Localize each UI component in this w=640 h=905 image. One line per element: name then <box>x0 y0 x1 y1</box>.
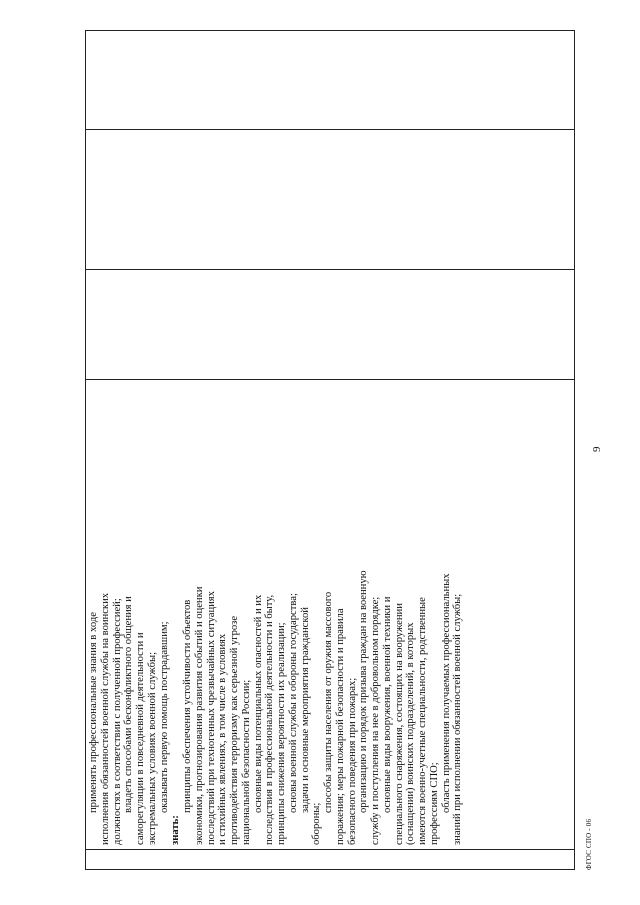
text-line: знаний при исполнении обязанностей военной службы; <box>452 593 464 845</box>
text-line: безопасного поведения при пожарах; <box>346 677 358 845</box>
table-column-codes <box>86 29 574 129</box>
text-line: основные виды вооружения, военной техники и <box>381 596 393 813</box>
text-line: владеть способами бесконфликтного общения и <box>123 596 135 813</box>
text-line: службу и поступления на нее в добровольном порядке; <box>370 596 381 845</box>
text-line: национальной безопасности России; <box>240 679 252 845</box>
text-line: противодействия терроризму как серьезной угрозе <box>229 615 240 845</box>
page-number: 9 <box>591 446 603 452</box>
text-line: принципы обеспечения устойчивости объектов <box>182 599 193 813</box>
text-line: основные виды потенциальных опасностей и их <box>252 594 264 813</box>
text-line: организацию и порядок призыва граждан на военную <box>358 570 370 813</box>
text-line: поражения; меры пожарной безопасности и правила <box>334 608 346 845</box>
table-column-number <box>86 849 574 869</box>
text-line: специального снаряжения, состоящих на вооружении <box>393 603 405 845</box>
text-line: задачи и основные мероприятия гражданской <box>299 607 311 813</box>
text-line: и стихийных явлениях, в том числе в условиях <box>217 633 229 845</box>
standards-table <box>85 30 575 870</box>
text-line: способы защиты населения от оружия массового <box>323 591 334 813</box>
text-line: должностях в соответствии с полученной профессией; <box>111 598 123 845</box>
text-line: основы военной службы и обороны государства; <box>287 593 299 813</box>
text-line: (оснащении) воинских подразделений, в которых <box>405 622 417 845</box>
text-line: оказывать первую помощь пострадавшим; <box>158 621 170 813</box>
text-line: экономики, прогнозирования развития событий и оценки <box>193 586 205 845</box>
text-line: последствий при техногенных чрезвычайных ситуациях <box>205 591 217 845</box>
table-column-requirements <box>86 379 574 849</box>
text-line: исполнения обязанностей военной службы на воинских <box>99 592 111 845</box>
text-line: обороны; <box>311 802 323 845</box>
text-line: экстремальных условиях военной службы; <box>146 651 158 845</box>
text-line: саморегуляции в повседневной деятельности и <box>135 632 146 845</box>
text-line: последствия в профессиональной деятельности и быту, <box>264 594 276 845</box>
text-line: профессиям СПО; <box>428 762 440 845</box>
footer-code: ФГОС СПО - 06 <box>585 818 593 870</box>
rotated-page <box>85 30 603 870</box>
text-line: применять профессиональные знания в ходе <box>88 612 99 813</box>
text-line: имеются военно-учетные специальности, родственные <box>417 597 428 845</box>
section-heading: знать: <box>170 815 182 845</box>
table-column-hours-mandatory <box>86 129 574 269</box>
text-line: принципы снижения вероятности их реализации; <box>276 622 287 845</box>
requirements-text <box>88 384 464 845</box>
text-line: область применения получаемых профессиональных <box>440 573 452 813</box>
table-column-hours-max <box>86 269 574 379</box>
